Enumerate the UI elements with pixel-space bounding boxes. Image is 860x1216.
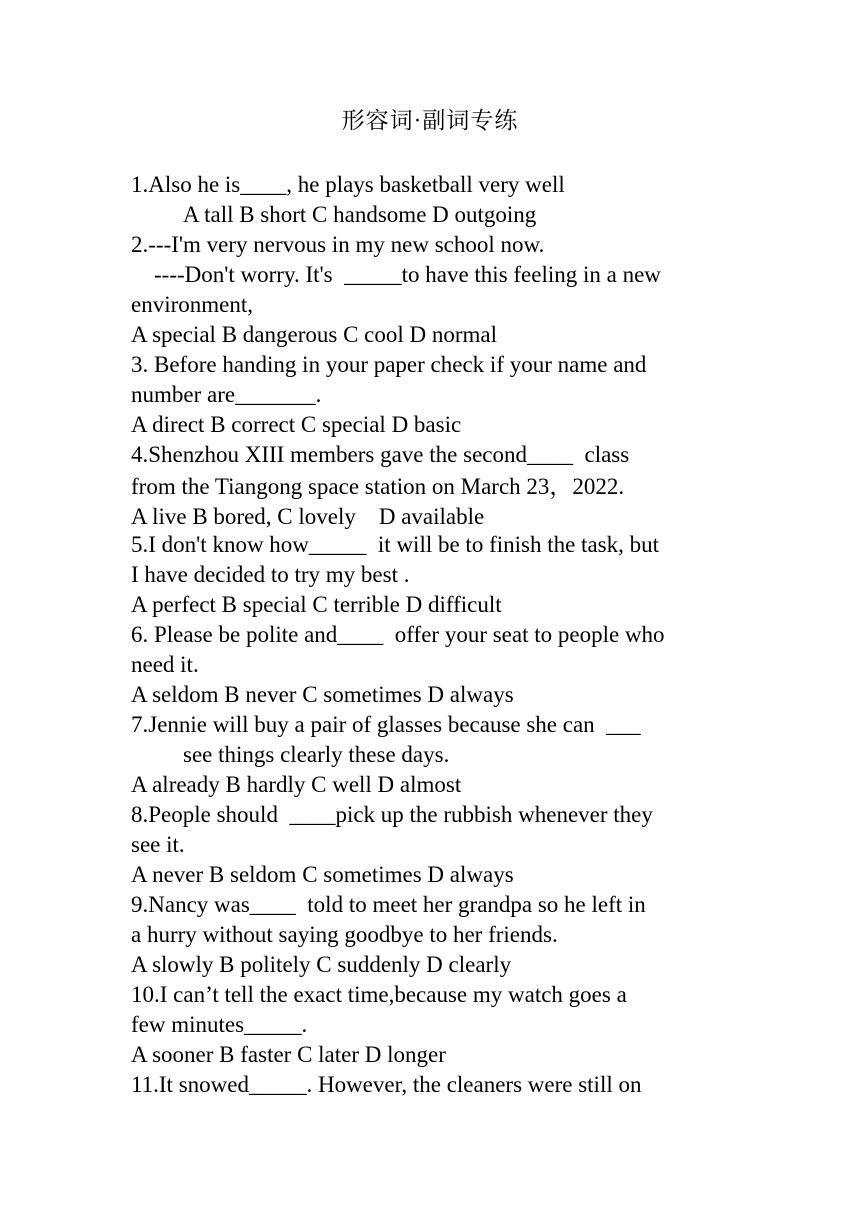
question-line: 7.Jennie will buy a pair of glasses because she can ___	[131, 712, 641, 737]
question-line: 11.It snowed_____. However, the cleaners were still on	[131, 1072, 642, 1097]
option-line: A special B dangerous C cool D normal	[131, 322, 498, 347]
option-line: A live B bored, C lovely D available	[131, 504, 485, 529]
option-line: A tall B short C handsome D outgoing	[183, 202, 537, 227]
question-line: see it.	[131, 832, 185, 857]
question-line: need it.	[131, 652, 199, 677]
question-line: 8.People should ____pick up the rubbish whenever they	[131, 802, 653, 827]
question-line: 5.I don't know how_____ it will be to finish the task, but	[131, 532, 660, 557]
question-line: environment,	[131, 292, 253, 317]
question-line: see things clearly these days.	[183, 742, 450, 767]
option-line: A perfect B special C terrible D difficult	[131, 592, 502, 617]
question-line: few minutes_____.	[131, 1012, 308, 1037]
question-line: a hurry without saying goodbye to her friends.	[131, 922, 558, 947]
question-line: ----Don't worry. It's _____to have this feeling in a new	[154, 262, 661, 287]
question-line: 2.---I'm very nervous in my new school now.	[131, 232, 545, 257]
option-line: A direct B correct C special D basic	[131, 412, 462, 437]
option-line: A sooner B faster C later D longer	[131, 1042, 446, 1067]
question-line: 3. Before handing in your paper check if your name and	[131, 352, 647, 377]
option-line: A seldom B never C sometimes D always	[131, 682, 514, 707]
option-line: A never B seldom C sometimes D always	[131, 862, 514, 887]
question-line: 9.Nancy was____ told to meet her grandpa so he left in	[131, 892, 646, 917]
question-line: number are_______.	[131, 382, 322, 407]
question-line: 10.I can’t tell the exact time,because my watch goes a	[131, 982, 627, 1007]
question-line: from the Tiangong space station on March 23，2022.	[131, 474, 625, 499]
question-list	[131, 170, 741, 1100]
question-line: I have decided to try my best .	[131, 562, 410, 587]
option-line: A already B hardly C well D almost	[131, 772, 462, 797]
question-line: 6. Please be polite and____ offer your seat to people who	[131, 622, 665, 647]
question-line: 4.Shenzhou XIII members gave the second____ class	[131, 442, 630, 467]
question-line: 1.Also he is____, he plays basketball very well	[131, 172, 565, 197]
option-line: A slowly B politely C suddenly D clearly	[131, 952, 512, 977]
document-title: 形容词·副词专练	[341, 108, 519, 133]
